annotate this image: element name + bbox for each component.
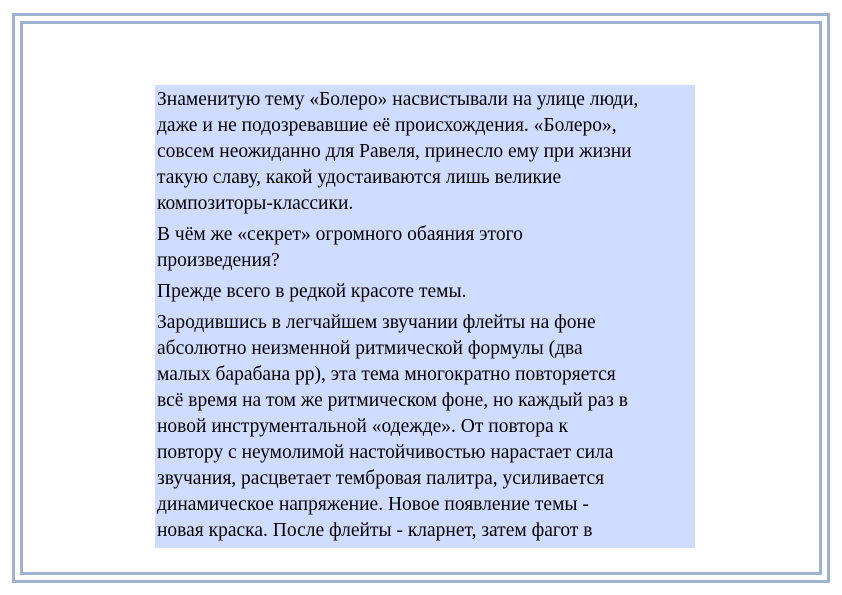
paragraph-answer: Прежде всего в редкой красоте темы. (157, 281, 467, 302)
text-box (155, 85, 695, 548)
paragraph-question: В чём же «секрет» огромного обаяния этого произведения? (157, 224, 523, 271)
paragraph-description: Зародившись в легчайшем звучании флейты на фоне абсолютно неизменной ритмической формулы (два малых барабана pp), эта тема многократно повторяется всё время на том же ритмическом фоне, но каждый раз в новой инструментальной «одежде». От повтора к повтору с неумолимой настойчивостью нарастает сила звучания, расцветает тембровая палитра, усиливается динамическое напряжение. Новое появление темы - новая краска. После флейты - кларнет, затем фагот в (157, 312, 628, 541)
paragraph-intro: Знаменитую тему «Болеро» насвистывали на улице люди, даже и не подозревавшие её происхождения. «Болеро», совсем неожиданно для Равеля, принесло ему при жизни такую славу, какой удостаиваются лишь великие композиторы-классики. (157, 89, 639, 214)
